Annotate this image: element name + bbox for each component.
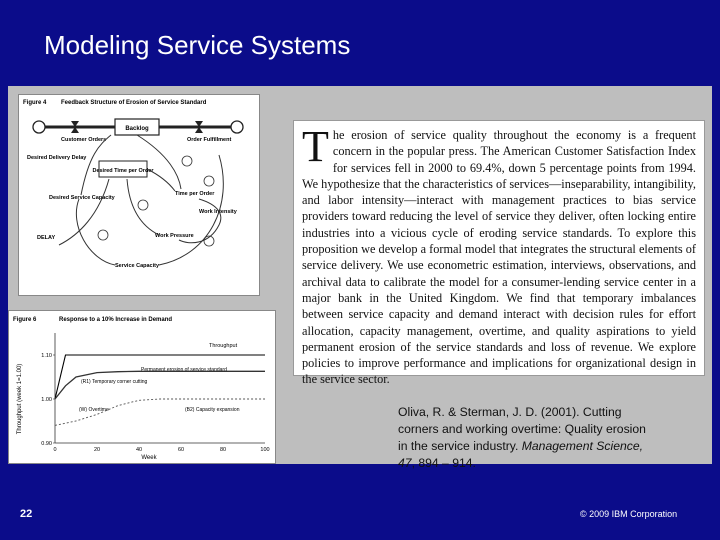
time-per-order-label: Time per Order xyxy=(175,191,215,197)
source-cloud-icon xyxy=(33,121,45,133)
annotation-throughput: Throughput xyxy=(209,343,238,349)
series-line xyxy=(55,371,265,399)
copyright: © 2009 IBM Corporation xyxy=(580,509,678,519)
y-tick-label: 1.10 xyxy=(41,353,52,359)
citation-pages: , 894 – 914. xyxy=(411,456,476,470)
annotation-temporary: (R1) Temporary corner cutting xyxy=(81,379,148,385)
x-tick-label: 100 xyxy=(260,447,270,453)
loop-marker-icon xyxy=(98,230,108,240)
figure-6-label: Figure 6 xyxy=(13,317,37,323)
work-intensity-label: Work Intensity xyxy=(199,209,237,215)
delay-label: DELAY xyxy=(37,235,56,241)
slide-title: Modeling Service Systems xyxy=(44,30,351,60)
page-number: 22 xyxy=(20,508,33,520)
figure-4-label: Figure 4 xyxy=(23,100,47,106)
series-line xyxy=(55,355,265,399)
figure-4-svg xyxy=(19,95,259,295)
service-capacity-label: Service Capacity xyxy=(115,263,160,269)
figure-6-svg xyxy=(9,311,275,463)
backlog-label: Backlog xyxy=(125,126,149,132)
loop-arrow xyxy=(59,179,109,245)
annotation-capacity-expansion: (B2) Capacity expansion xyxy=(185,407,240,413)
figure-6-chart xyxy=(8,310,276,464)
loop-arrow xyxy=(127,179,159,235)
x-tick-label: 40 xyxy=(135,447,143,453)
citation xyxy=(398,404,648,472)
x-tick-label: 60 xyxy=(177,447,185,453)
desired-service-capacity-label: Desired Service Capacity xyxy=(49,195,115,201)
x-tick-label: 0 xyxy=(53,447,57,453)
y-tick-label: 0.90 xyxy=(41,441,52,447)
abstract-dropcap: T xyxy=(302,122,329,171)
annotation-overtime: (W) Overtime xyxy=(79,407,109,413)
work-pressure-label: Work Pressure xyxy=(155,233,194,239)
loop-marker-icon xyxy=(182,156,192,166)
x-tick-label: 80 xyxy=(219,447,227,453)
order-fulfillment-label: Order Fulfillment xyxy=(187,137,232,143)
customer-orders-label: Customer Orders xyxy=(61,137,107,143)
x-axis-label: Week xyxy=(141,455,157,461)
citation-journal: Management Science, 47 xyxy=(398,439,644,470)
y-tick-label: 1.00 xyxy=(41,397,52,403)
x-tick-label: 20 xyxy=(93,447,101,453)
sink-cloud-icon xyxy=(231,121,243,133)
loop-arrow xyxy=(76,199,115,265)
desired-time-per-order-label: Desired Time per Order xyxy=(92,168,154,174)
y-axis-label: Throughput (week 1=1.00) xyxy=(17,363,23,435)
loop-marker-icon xyxy=(204,176,214,186)
figure-4-caption: Feedback Structure of Erosion of Service Standard xyxy=(61,100,207,106)
desired-delivery-delay-label: Desired Delivery Delay xyxy=(27,155,87,161)
figure-6-caption: Response to a 10% Increase in Demand xyxy=(59,317,173,323)
annotation-permanent: Permanent erosion of service standard xyxy=(141,367,227,373)
figure-4-diagram xyxy=(18,94,260,296)
loop-marker-icon xyxy=(138,200,148,210)
abstract-text-box xyxy=(293,120,705,387)
citation-authors: Oliva, R. & Sterman, J. D. (2001). Cutting corners and working overtime: Quality erosion in the service industry. xyxy=(398,405,646,453)
abstract-body: he erosion of service quality throughout the economy is a frequent concern in the popular press. The American Customer Satisfaction Index for services fell in 2000 to 69.4%, down 5 percentage points from 1994. We hypothesize that the characteristics of services—inseparability, intangibility, and labor intensity—interact with management practices to bias service providers toward reducing the level of service they deliver, often locking entire industries into a vicious cycle of eroding service standards. To explore this proposition we develop a formal model that integrates the structural elements of service delivery. We use econometric estimation, interviews, observations, and archival data to calibrate the model for a consumer-lending service center in a major bank in the United Kingdom. We find that temporary imbalances between service capacity and demand interact with decision rules for effort allocation, capacity management, overtime, and quality aspirations to yield permanent erosion of the service standards and loss of revenue. We explore policies to improve performance and implications for organizational design in the service sector. xyxy=(302,128,696,387)
